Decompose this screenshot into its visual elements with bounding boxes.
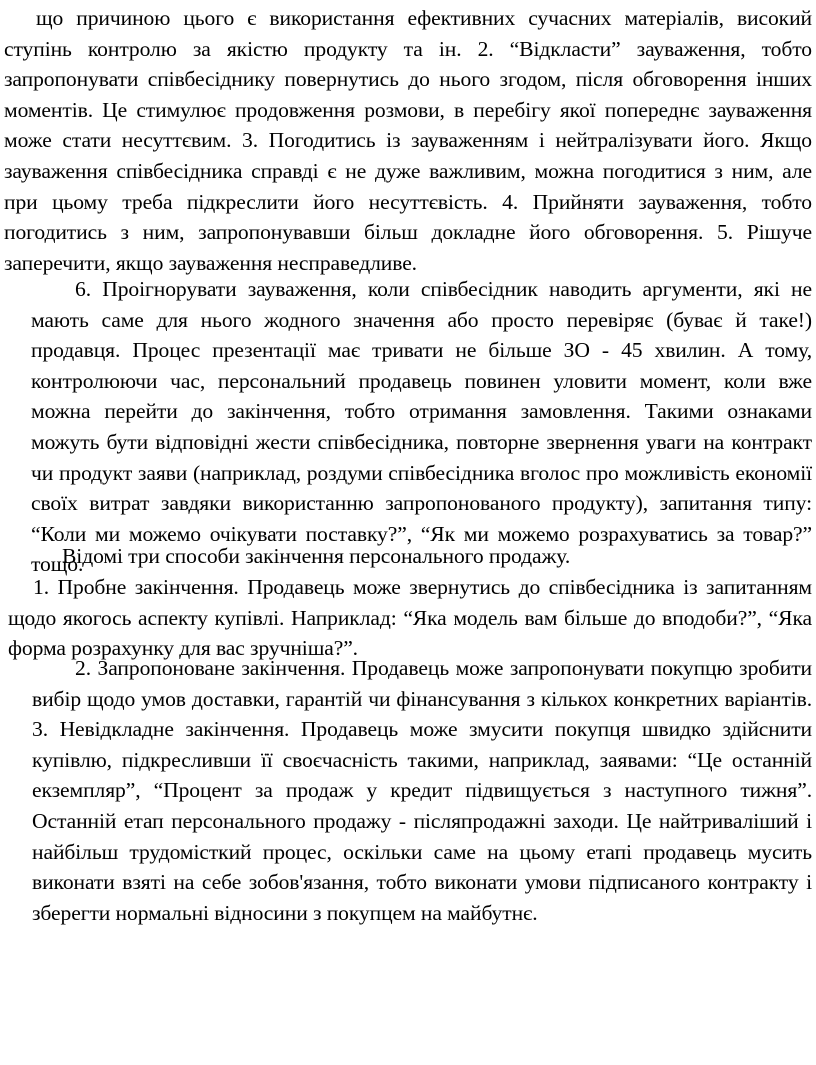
paragraph-closing-methods-intro: Відомі три способи закінчення персонального продажу. [62,544,571,568]
paragraph-trial-close: 1. Пробне закінчення. Продавець може звернутись до співбесідника із запитанням щодо якогось аспекту купівлі. Наприклад: “Яка модель вам більше до вподоби?”, “Яка форма розрахунку для вас зручніша?”. [8,575,812,661]
paragraph-proposed-close: 2. Запропоноване закінчення. Продавець може запропонувати покупцю зробити вибір щодо умов доставки, гарантій чи фінансування з кількох конкретних варіантів. 3. Невідкладне закінчення. Продавець може змусити покупця швидко здійснити купівлю, підкресливши її своєчасність такими, наприклад, заявами: “Це останній екземпляр”, “Процент за продаж у кредит підвищується з наступного тижня”. Останній етап персонального продажу - післяпродажні заходи. Це найтриваліший і найбільш трудомісткий процес, оскільки саме на цьому етапі продавець мусить виконати взяті на себе зобов'язання, тобто виконати умови підписаного контракту і зберегти нормальні відносини з покупцем на майбутнє. [32,656,812,925]
paragraph-objection-handling: що причиною цього є використання ефективних сучасних матеріалів, високий ступінь контролю за якістю продукту та ін. 2. “Відкласти” зауваження, тобто запропонувати співбесіднику повернутись до нього згодом, після обговорення інших моментів. Це стимулює продовження розмови, в перебігу якої попереднє зауваження може стати несуттєвим. 3. Погодитись із зауваженням і нейтралізувати його. Якщо зауваження співбесідника справді є не дуже важливим, можна погодитися з ним, але при цьому треба підкреслити його несуттєвість. 4. Прийняти зауваження, тобто погодитись з ним, запропонувавши більш докладне його обговорення. 5. Рішуче заперечити, якщо зауваження несправедливе. [4,6,812,275]
paragraph-ignore-objection: 6. Проігнорувати зауваження, коли співбесідник наводить аргументи, які не мають саме для нього жодного значення або просто перевіряє (буває й таке!) продавця. Процес презентації має тривати не більше ЗО - 45 хвилин. А тому, контролюючи час, персональний продавець повинен уловити момент, коли вже можна перейти до закінчення, тобто отримання замовлення. Такими ознаками можуть бути відповідні жести співбесідника, повторне звернення уваги на контракт чи продукт заяви (наприклад, роздуми співбесідника вголос про можливість економії своїх витрат завдяки використанню запропонованого продукту), запитання типу: “Коли ми можемо очікувати поставку?”, “Як ми можемо розрахуватись за товар?” тощо. [31,277,812,577]
